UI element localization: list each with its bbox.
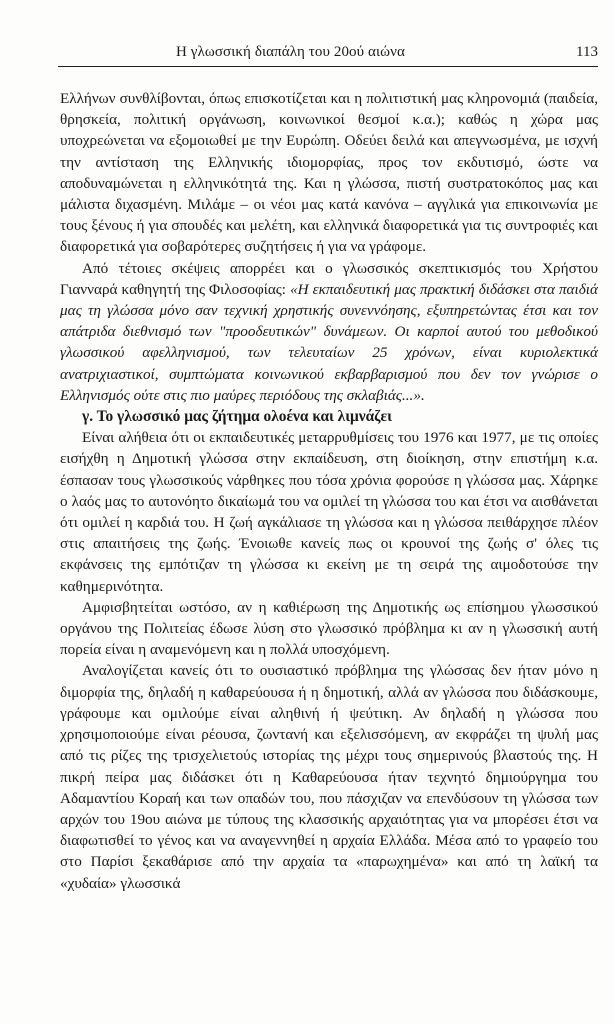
paragraph-3: Είναι αλήθεια ότι οι εκπαιδευτικές μεταρρυθμίσεις του 1976 και 1977, με τις οποίες εισήχθη η Δημοτική γλώσσα στην εκπαίδευση, στη διοίκηση, στην επιστήμη κ.α. έσπασαν τους γλωσσικούς νάρθηκες που τόσα χρόνια φορούσε η γλώσσα μας. Χάρηκε ο λαός μας το αυτονόητο δικαίωμά του να ομιλεί τη γλώσσα του και έτσι να αισθάνεται ότι ομιλεί η καρδιά του. Η ζωή αγκάλιασε τη γλώσσα και η γλώσσα πειθάρχησε πλέον στις απαιτήσεις της ζωής. Ένοιωθε κανείς πως οι κρουνοί της ζωής σ' όλες τις εκφάνσεις της εμπότιζαν τη γλώσσα κι εκείνη με τη σειρά της αιμοδοτούσε την καθημερινότητα. [60, 429, 598, 595]
paragraph-4: Αμφισβητείται ωστόσο, αν η καθιέρωση της Δημοτικής ως επίσημου γλωσσικού οργάνου της Πολιτείας έδωσε λύση στο γλωσσικό πρόβλημα κι αν η γλωσσική αυτή πορεία είναι η αναμενόμενη και η πολλά υποσχόμενη. [60, 598, 598, 659]
paragraph-1: Ελλήνων συνθλίβονται, όπως επισκοτίζεται και η πολιτιστική μας κληρονομιά (παιδεία, θρησκεία, πολιτική οργάνωση, κοινωνικοί θεσμοί κ.α.); καθώς η χώρα μας υποχρεώνεται να εξομοιωθεί με την Ευρώπη. Οδεύει δειλά και απεγνωσμένα, με ισχνή την αντίσταση της Ελληνικής ιδιομορφίας, προς τον εκδυτισμό, ώστε να αποδυναμώνεται η ελληνικότητά της. Και η γλώσσα, πιστή συστρατοκόπος μας και μάλιστα διχασμένη. Μιλάμε – οι νέοι μας κατά κανόνα – αγγλικά για επικοινωνία με τους ξένους ή για σπουδές και μελέτη, και ελληνικά διαφορετικά για τις συντροφιές και διαφορετικά για σοβαρότερες συζητήσεις ή για να γράφομε. [60, 90, 598, 256]
page-number: 113 [576, 44, 598, 60]
quotation: «Η εκπαιδευτική μας πρακτική διδάσκει στα παιδιά μας τη γλώσσα μόνο σαν τεχνική χρηστικής συνεννόησης, εξυπηρετώντας έτσι και τον απάτριδα διεθνισμό των "προοδευτικών" δυνάμεων. Οι καρποί αυτού του μεθοδικού γλωσσικού αφελληνισμού, των τελευταίων 25 χρόνων, είναι κυριολεκτικά ανατριχιαστικοί, συμπτώματα κοινωνικού εκβαρβαρισμού που δεν τον γνώρισε ο Ελληνισμός ούτε στις πιο μαύρες περιόδους της σκλαβιάς...». [60, 280, 599, 404]
paragraph-2-intro: Από τέτοιες σκέψεις απορρέει και ο γλωσσικός σκεπτικισμός του Χρήστου Γιανναρά καθηγητή της Φιλοσοφίας: [60, 259, 598, 298]
running-head [58, 44, 598, 67]
page-body [60, 88, 598, 894]
running-title: Η γλωσσική διαπάλη του 20ού αιώνα [176, 44, 405, 60]
paragraph-2 [60, 258, 598, 406]
paragraph-5: Αναλογίζεται κανείς ότι το ουσιαστικό πρόβλημα της γλώσσας δεν ήταν μόνο η διμορφία της, δηλαδή η καθαρεύουσα ή η δημοτική, αλλά αν γλώσσα που διδάσκουμε, γράφουμε και ομιλούμε είναι αληθινή ή ψεύτικη. Αν δηλαδή η γλώσσα που χρησιμοποιούμε είναι ρέουσα, ζωντανή και εξελισσόμενη, αν εκφράζει τη ψυλή μας από τις ρίζες της τρισχελιετούς ιστορίας της μέχρι τους σημερινούς βλαστούς της. Η πικρή πείρα μας διδάσκει ότι η Καθαρεύουσα ήταν τεχνητό δημιούργημα του Αδαμαντίου Κοραή και των οπαδών του, που πάσχιζαν να επενδύσουν τη γλώσσα των αρχών του 19ου αιώνα με τύπους της κλασσικής αρχαιότητας για να μπορέσει έτσι να διαφωτισθεί το γένος και να αναγεννηθεί η αρχαία Ελλάδα. Μέσα από το γραφείο του στο Παρίσι ξεκαθάρισε από την αρχαία τα «παρωχημένα» και από τη λαϊκή τα «χυδαία» γλωσσικά [60, 662, 598, 892]
section-heading: γ. Το γλωσσικό μας ζήτημα ολοένα και λιμνάζει [82, 408, 392, 426]
